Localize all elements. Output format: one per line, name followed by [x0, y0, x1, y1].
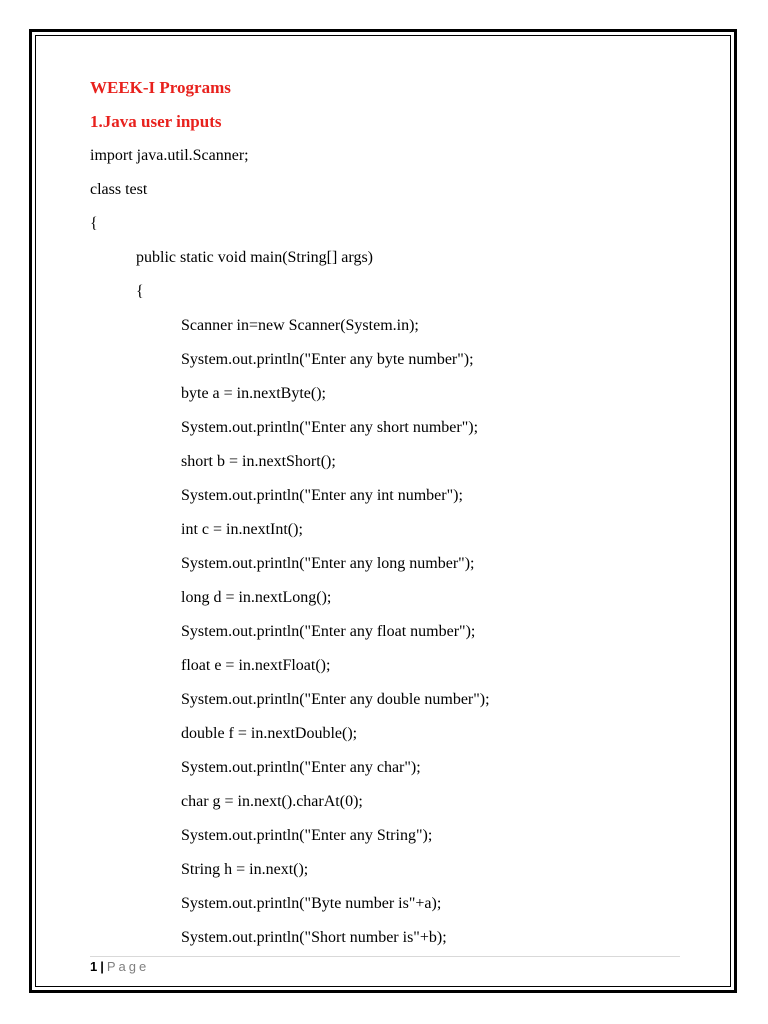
- code-line: float e = in.nextFloat();: [181, 657, 331, 674]
- code-line: System.out.println("Enter any float number");: [181, 623, 476, 640]
- code-line: public static void main(String[] args): [136, 249, 373, 266]
- footer-rule: [90, 956, 680, 957]
- code-line: String h = in.next();: [181, 861, 309, 878]
- code-line: System.out.println("Enter any double number");: [181, 691, 490, 708]
- page-number: 1: [90, 959, 98, 974]
- code-line: System.out.println("Enter any String");: [181, 827, 433, 844]
- page-footer: [90, 958, 149, 976]
- code-line: {: [136, 283, 144, 300]
- code-line: short b = in.nextShort();: [181, 453, 336, 470]
- code-line: import java.util.Scanner;: [90, 147, 249, 164]
- code-block: [90, 142, 690, 958]
- section-title: 1.Java user inputs: [90, 112, 222, 131]
- code-line: System.out.println("Enter any long number");: [181, 555, 475, 572]
- code-line: {: [90, 215, 98, 232]
- code-line: System.out.println("Enter any byte number");: [181, 351, 474, 368]
- code-line: System.out.println("Enter any char");: [181, 759, 421, 776]
- code-line: int c = in.nextInt();: [181, 521, 303, 538]
- code-line: System.out.println("Byte number is"+a);: [181, 895, 442, 912]
- page-word: Page: [106, 959, 150, 974]
- code-line: System.out.println("Enter any int number");: [181, 487, 463, 504]
- code-line: double f = in.nextDouble();: [181, 725, 358, 742]
- code-line: char g = in.next().charAt(0);: [181, 793, 363, 810]
- code-line: Scanner in=new Scanner(System.in);: [181, 317, 419, 334]
- code-line: long d = in.nextLong();: [181, 589, 332, 606]
- code-line: class test: [90, 181, 148, 198]
- footer-separator: |: [100, 959, 104, 974]
- code-line: System.out.println("Short number is"+b);: [181, 929, 447, 946]
- week-title: WEEK-I Programs: [90, 78, 231, 97]
- document-content: [90, 74, 690, 958]
- code-line: byte a = in.nextByte();: [181, 385, 326, 402]
- code-line: System.out.println("Enter any short number");: [181, 419, 479, 436]
